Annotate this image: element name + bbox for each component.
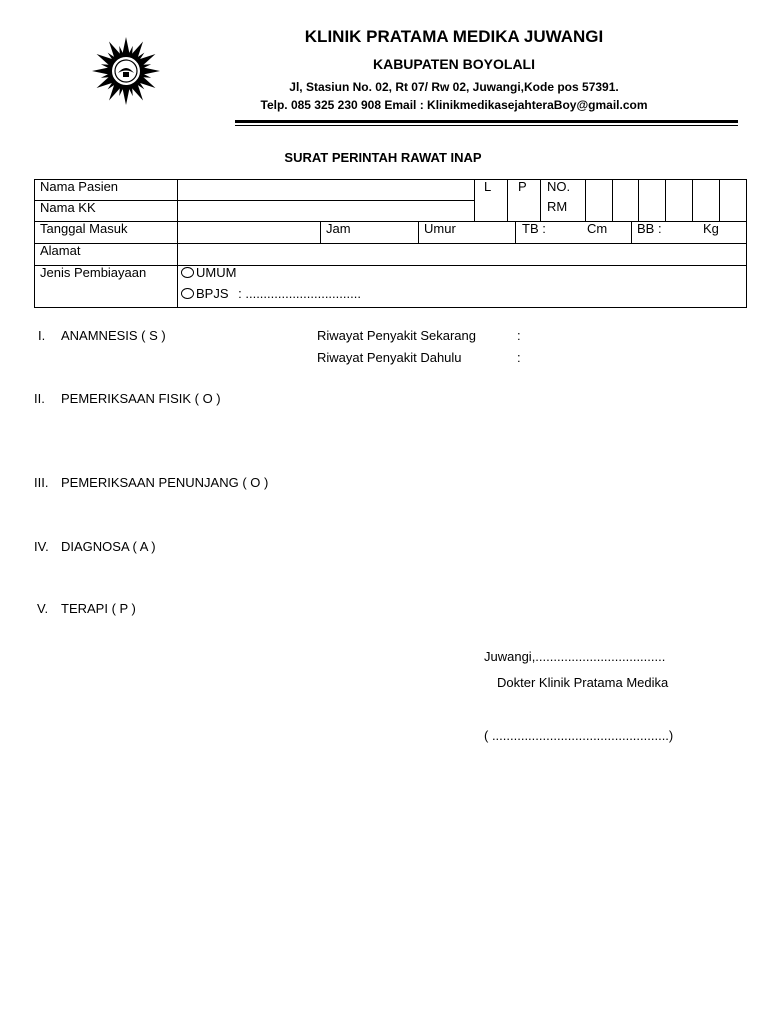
radio-umum-icon[interactable] (181, 267, 194, 278)
label-nama-kk: Nama KK (40, 200, 96, 215)
label-no: NO. (547, 179, 571, 194)
clinic-contact: Telp. 085 325 230 908 Email : KlinikmedikasejahteraBoy@gmail.com (260, 98, 648, 112)
section-2-number: II. (34, 391, 45, 406)
label-kg: Kg (703, 221, 719, 236)
label-tb: TB : (522, 221, 546, 236)
bpjs-number-field[interactable]: : ................................ (238, 286, 361, 301)
label-bb: BB : (637, 221, 662, 236)
riwayat-dahulu-colon: : (517, 350, 521, 365)
cell-rm-digit[interactable] (612, 179, 639, 222)
option-umum[interactable] (181, 265, 236, 280)
label-sex-p: P (518, 179, 527, 194)
riwayat-sekarang-label: Riwayat Penyakit Sekarang (317, 328, 476, 343)
header-divider-thin (235, 125, 738, 126)
label-rm: RM (547, 199, 568, 214)
cell-rm-digit[interactable] (585, 179, 613, 222)
label-jenis-pembiayaan: Jenis Pembiayaan (40, 265, 147, 280)
cell-nama-pasien-value[interactable] (177, 179, 475, 201)
riwayat-dahulu-label: Riwayat Penyakit Dahulu (317, 350, 462, 365)
cell-nama-kk-value[interactable] (177, 200, 475, 222)
label-umur: Umur (424, 221, 456, 236)
option-umum-label: UMUM (196, 265, 237, 280)
section-5-number: V. (37, 601, 49, 616)
document-title: SURAT PERINTAH RAWAT INAP (284, 150, 482, 165)
section-2-title: PEMERIKSAAN FISIK ( O ) (61, 391, 221, 406)
clinic-logo (90, 35, 162, 107)
label-sex-l: L (484, 179, 492, 194)
label-cm: Cm (587, 221, 608, 236)
label-jam: Jam (326, 221, 351, 236)
regency-name: KABUPATEN BOYOLALI (372, 56, 536, 72)
section-5-title: TERAPI ( P ) (61, 601, 136, 616)
label-nama-pasien: Nama Pasien (40, 179, 119, 194)
label-tanggal-masuk: Tanggal Masuk (40, 221, 128, 236)
clinic-address: Jl, Stasiun No. 02, Rt 07/ Rw 02, Juwangi,Kode pos 57391. (289, 80, 619, 94)
section-4-number: IV. (34, 539, 49, 554)
signature-name-line: ( .................................................) (484, 728, 674, 743)
clinic-name: KLINIK PRATAMA MEDIKA JUWANGI (304, 27, 604, 46)
riwayat-sekarang-colon: : (517, 328, 521, 343)
section-3-title: PEMERIKSAAN PENUNJANG ( O ) (61, 475, 269, 490)
option-bpjs-label: BPJS (196, 286, 229, 301)
section-4-title: DIAGNOSA ( A ) (61, 539, 156, 554)
section-3-number: III. (34, 475, 49, 490)
section-1-number: I. (38, 328, 46, 343)
section-1-title: ANAMNESIS ( S ) (61, 328, 166, 343)
cell-rm-digit[interactable] (719, 179, 747, 222)
cell-rm-digit[interactable] (638, 179, 666, 222)
cell-rm-digit[interactable] (692, 179, 720, 222)
option-bpjs[interactable] (181, 286, 361, 301)
cell-tanggal-masuk-value[interactable] (177, 221, 321, 244)
header-divider-thick (235, 120, 738, 123)
signature-place-date: Juwangi,.................................... (484, 649, 666, 664)
label-alamat: Alamat (40, 243, 81, 258)
signature-role: Dokter Klinik Pratama Medika (497, 675, 669, 690)
radio-bpjs-icon[interactable] (181, 288, 194, 299)
cell-rm-digit[interactable] (665, 179, 693, 222)
cell-alamat-value[interactable] (177, 243, 747, 266)
